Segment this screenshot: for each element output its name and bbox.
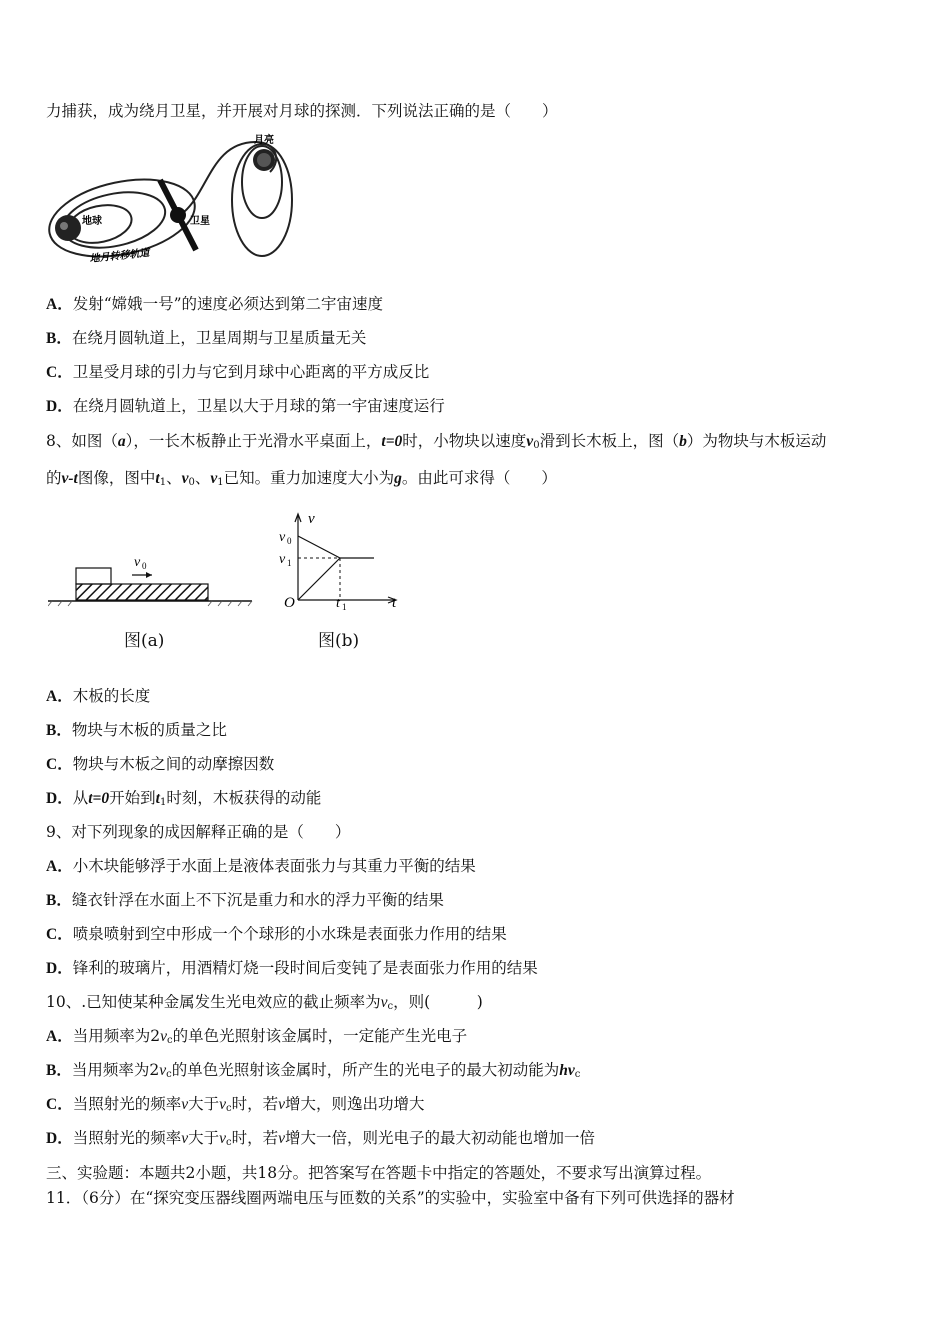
block-velocity-line <box>298 536 340 558</box>
q8-option-c: C．物块与木板之间的动摩擦因数 <box>46 755 275 773</box>
q10-option-d: D．当照射光的频率ν大于$v_c$时，若ν增大一倍，则光电子的最大初动能也增加一倍 <box>46 1129 596 1148</box>
t1-subscript: 1 <box>342 602 347 612</box>
v-axis-label: v <box>308 511 315 527</box>
t1-label: t <box>336 596 340 611</box>
long-board <box>76 584 208 600</box>
v1-subscript: 1 <box>287 558 292 568</box>
q9-stem: 9、对下列现象的成因解释正确的是（ ） <box>46 823 351 841</box>
q9-option-d: D．锋利的玻璃片，用酒精灯烧一段时间后变钝了是表面张力作用的结果 <box>46 959 538 977</box>
q8-option-d: D．从t=0开始到$t_1$时刻，木板获得的动能 <box>46 789 322 808</box>
v0-subscript: 0 <box>287 536 292 546</box>
fig-b-caption: 图(b) <box>318 631 360 651</box>
small-block <box>76 568 111 584</box>
block-v0-symbol: v <box>134 555 141 570</box>
q7-option-a: A．发射“嫦娥一号”的速度必须达到第二宇宙速度 <box>46 295 384 313</box>
q8-stem-line2: 的v-t图像，图中$t_1$、$v_0$、$v_1$已知。重力加速度大小为g。由此可求得（ ） <box>46 469 557 488</box>
q11-stem: 11．（6分）在“探究变压器线圈两端电压与匝数的关系”的实验中，实验室中备有下列可供选择的器材 <box>46 1189 735 1207</box>
section-3-heading: 三、实验题：本题共2小题，共18分。把答案写在答题卡中指定的答题处，不要求写出演算过程。 <box>46 1164 712 1182</box>
q7-option-b: B．在绕月圆轨道上，卫星周期与卫星质量无关 <box>46 329 367 347</box>
v1-label: v <box>279 552 286 567</box>
q9-option-c: C．喷泉喷射到空中形成一个个球形的小水珠是表面张力作用的结果 <box>46 925 507 943</box>
v0-label: v <box>279 530 286 545</box>
q8-stem-line1: 8、如图（a），一长木板静止于光滑水平桌面上，t=0时，小物块以速度$v_0$滑到长木板上，图（b）为物块与木板运动 <box>46 432 827 451</box>
q7-stem: 力捕获，成为绕月卫星，并开展对月球的探测．下列说法正确的是（ ） <box>46 102 558 120</box>
origin-label: O <box>284 595 295 611</box>
transfer-orbit-label: 地月转移轨道 <box>89 247 150 265</box>
q9-option-a: A．小木块能够浮于水面上是液体表面张力与其重力平衡的结果 <box>46 857 476 875</box>
moon-label: 月亮 <box>254 135 274 146</box>
earth-label: 地球 <box>82 216 102 227</box>
earth-icon <box>55 215 81 241</box>
q10-option-c: C．当照射光的频率ν大于$v_c$时，若ν增大，则逸出功增大 <box>46 1095 425 1114</box>
fig-a-caption: 图(a) <box>124 631 165 651</box>
q9-option-b: B．缝衣针浮在水面上不下沉是重力和水的浮力平衡的结果 <box>46 891 444 909</box>
q10-stem: 10、.已知使某种金属发生光电效应的截止频率为$v_c$，则( ) <box>46 993 483 1012</box>
q7-option-d: D．在绕月圆轨道上，卫星以大于月球的第一宇宙速度运行 <box>46 397 445 415</box>
q10-option-b: B．当用频率为$2v_c$的单色光照射该金属时，所产生的光电子的最大初动能为$hv_c$ <box>46 1061 581 1080</box>
board-velocity-line <box>298 558 340 600</box>
orbit-figure <box>44 132 306 268</box>
q10-option-a: A．当用频率为$2v_c$的单色光照射该金属时，一定能产生光电子 <box>46 1027 468 1046</box>
board-block-figure <box>48 548 254 618</box>
q7-option-c: C．卫星受月球的引力与它到月球中心距离的平方成反比 <box>46 363 430 381</box>
satellite-label: 卫星 <box>190 216 210 227</box>
t-axis-label: t <box>392 595 397 611</box>
vt-graph <box>276 506 406 616</box>
q8-option-a: A．木板的长度 <box>46 687 151 705</box>
block-v0-subscript: 0 <box>142 561 147 571</box>
q8-option-b: B．物块与木板的质量之比 <box>46 721 227 739</box>
